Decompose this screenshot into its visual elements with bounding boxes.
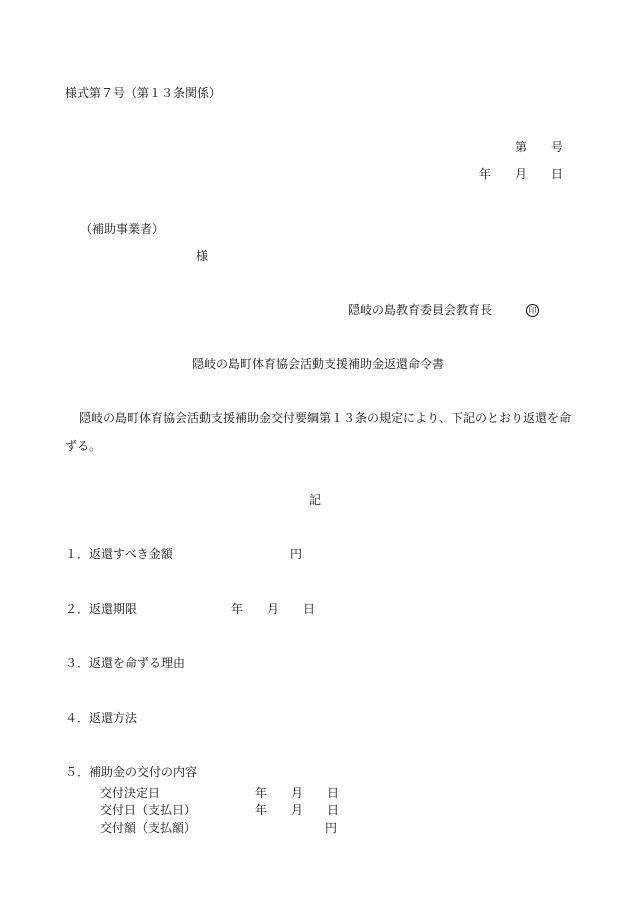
sub-item-3-value: 円 bbox=[325, 821, 338, 835]
sub-item-1-value: 年 月 日 bbox=[255, 786, 340, 800]
item-2-value: 年 月 日 bbox=[231, 602, 316, 616]
body-text-line-1: 隠岐の島町体育協会活動支援補助金交付要綱第１３条の規定により、下記のとおり返還を命 bbox=[79, 411, 572, 425]
ki-heading: 記 bbox=[309, 493, 322, 507]
seal-mark bbox=[526, 302, 539, 317]
issue-date: 年 月 日 bbox=[478, 167, 563, 181]
item-5-label: ５．補助金の交付の内容 bbox=[65, 765, 198, 779]
body-text-line-2: ずる。 bbox=[65, 439, 102, 453]
form-label: 様式第７号（第１３条関係） bbox=[65, 86, 222, 100]
issuer-name: 隠岐の島教育委員会教育長 bbox=[348, 303, 493, 317]
recipient-honorific: 様 bbox=[196, 249, 209, 263]
item-3-label: ３．返還を命ずる理由 bbox=[65, 656, 186, 670]
item-2-label: ２．返還期限 bbox=[65, 602, 138, 616]
seal-icon: 印 bbox=[526, 304, 539, 317]
sub-item-2-value: 年 月 日 bbox=[255, 803, 340, 817]
item-4-label: ４．返還方法 bbox=[65, 711, 138, 725]
item-1-label: １．返還すべき金額 bbox=[65, 547, 173, 561]
document-title: 隠岐の島町体育協会活動支援補助金返還命令書 bbox=[192, 357, 445, 371]
document-number: 第 号 bbox=[514, 140, 563, 154]
sub-item-3-label: 交付額（支払額） bbox=[100, 821, 197, 835]
sub-item-1-label: 交付決定日 bbox=[100, 786, 161, 800]
item-1-value: 円 bbox=[290, 547, 303, 561]
recipient-label: （補助事業者） bbox=[80, 222, 165, 236]
sub-item-2-label: 交付日（支払日） bbox=[100, 803, 197, 817]
